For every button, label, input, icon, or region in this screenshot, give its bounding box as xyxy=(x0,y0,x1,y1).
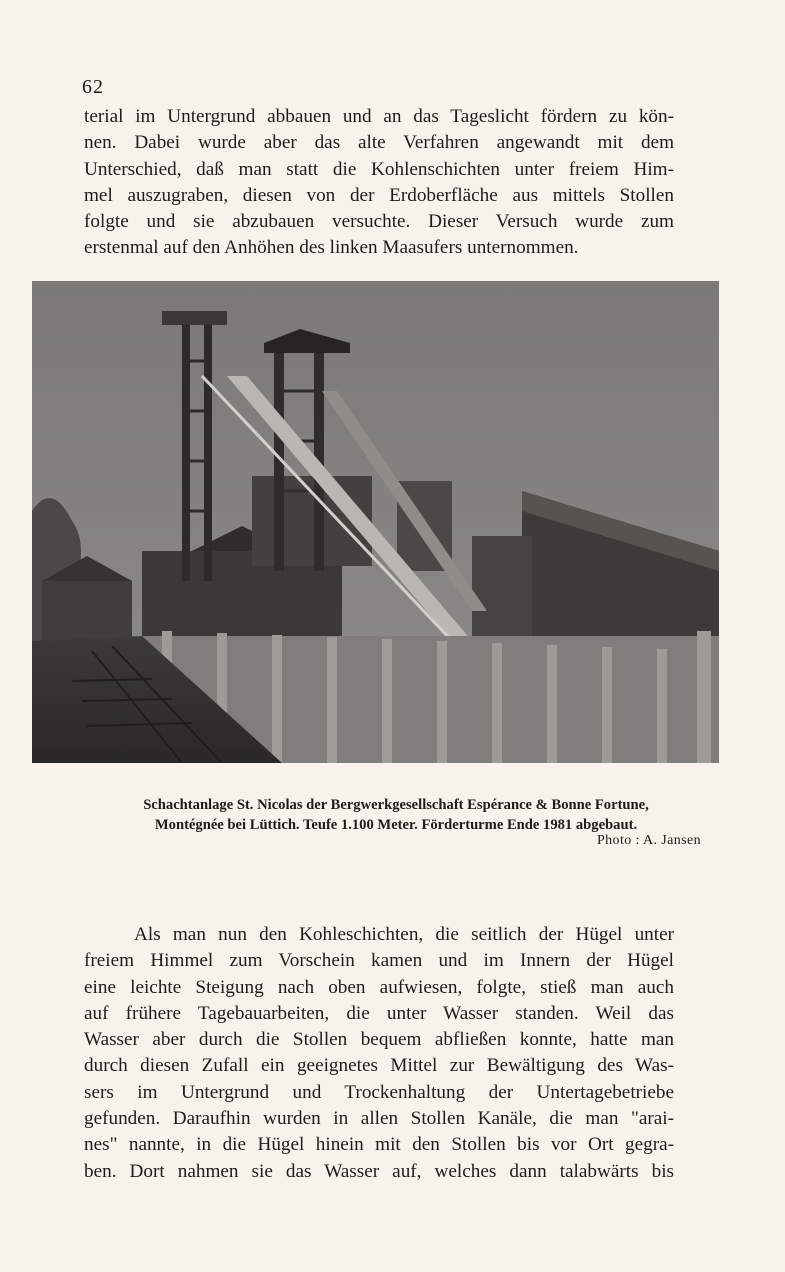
text-line: mel auszugraben, diesen von der Erdoberfläche aus mittels Stollen xyxy=(84,184,674,206)
text-line: sers im Untergrund und Trockenhaltung der Untertagebetriebe xyxy=(84,1081,674,1103)
text-line: eine leichte Steigung nach oben aufwiesen, folgte, stieß man auch xyxy=(84,976,674,998)
photo-caption xyxy=(86,795,706,835)
mine-headframe-photo xyxy=(32,281,719,763)
text-line: terial im Untergrund abbauen und an das Tageslicht fördern zu kön- xyxy=(84,106,674,127)
text-line: folgte und sie abzubauen versuchte. Dieser Versuch wurde zum xyxy=(84,211,674,233)
text-line: erstenmal auf den Anhöhen des linken Maasufers unternommen. xyxy=(84,237,579,259)
photo-credit: Photo : A. Jansen xyxy=(596,833,701,848)
caption-line: Schachtanlage St. Nicolas der Bergwerkgesellschaft Espérance & Bonne Fortune, xyxy=(143,797,649,813)
caption-line: Montégnée bei Lüttich. Teufe 1.100 Meter. Förderturme Ende 1981 abgebaut. xyxy=(154,817,638,833)
text-line: nes" nannte, in die Hügel hinein mit den Stollen bis vor Ort gegra- xyxy=(84,1134,674,1156)
bottom-paragraph xyxy=(84,922,674,1185)
text-line: durch diesen Zufall ein geeignetes Mittel zur Bewältigung des Was- xyxy=(84,1055,674,1077)
text-line: ben. Dort nahmen sie das Wasser auf, welches dann talabwärts bis xyxy=(84,1160,674,1182)
text-line: Als man nun den Kohleschichten, die seitlich der Hügel unter xyxy=(134,924,674,945)
top-paragraph xyxy=(84,104,674,262)
text-line: nen. Dabei wurde aber das alte Verfahren angewandt mit dem xyxy=(84,132,674,154)
text-line: Unterschied, daß man statt die Kohlenschichten unter freiem Him- xyxy=(84,158,674,180)
text-line: auf frühere Tagebauarbeiten, die unter Wasser standen. Weil das xyxy=(84,1002,674,1024)
page-number: 62 xyxy=(82,76,104,98)
text-line: gefunden. Daraufhin wurden in allen Stollen Kanäle, die man "arai- xyxy=(84,1108,674,1130)
text-line: Wasser aber durch die Stollen bequem abfließen konnte, hatte man xyxy=(84,1029,674,1051)
text-line: freiem Himmel zum Vorschein kamen und im Innern der Hügel xyxy=(84,950,674,972)
